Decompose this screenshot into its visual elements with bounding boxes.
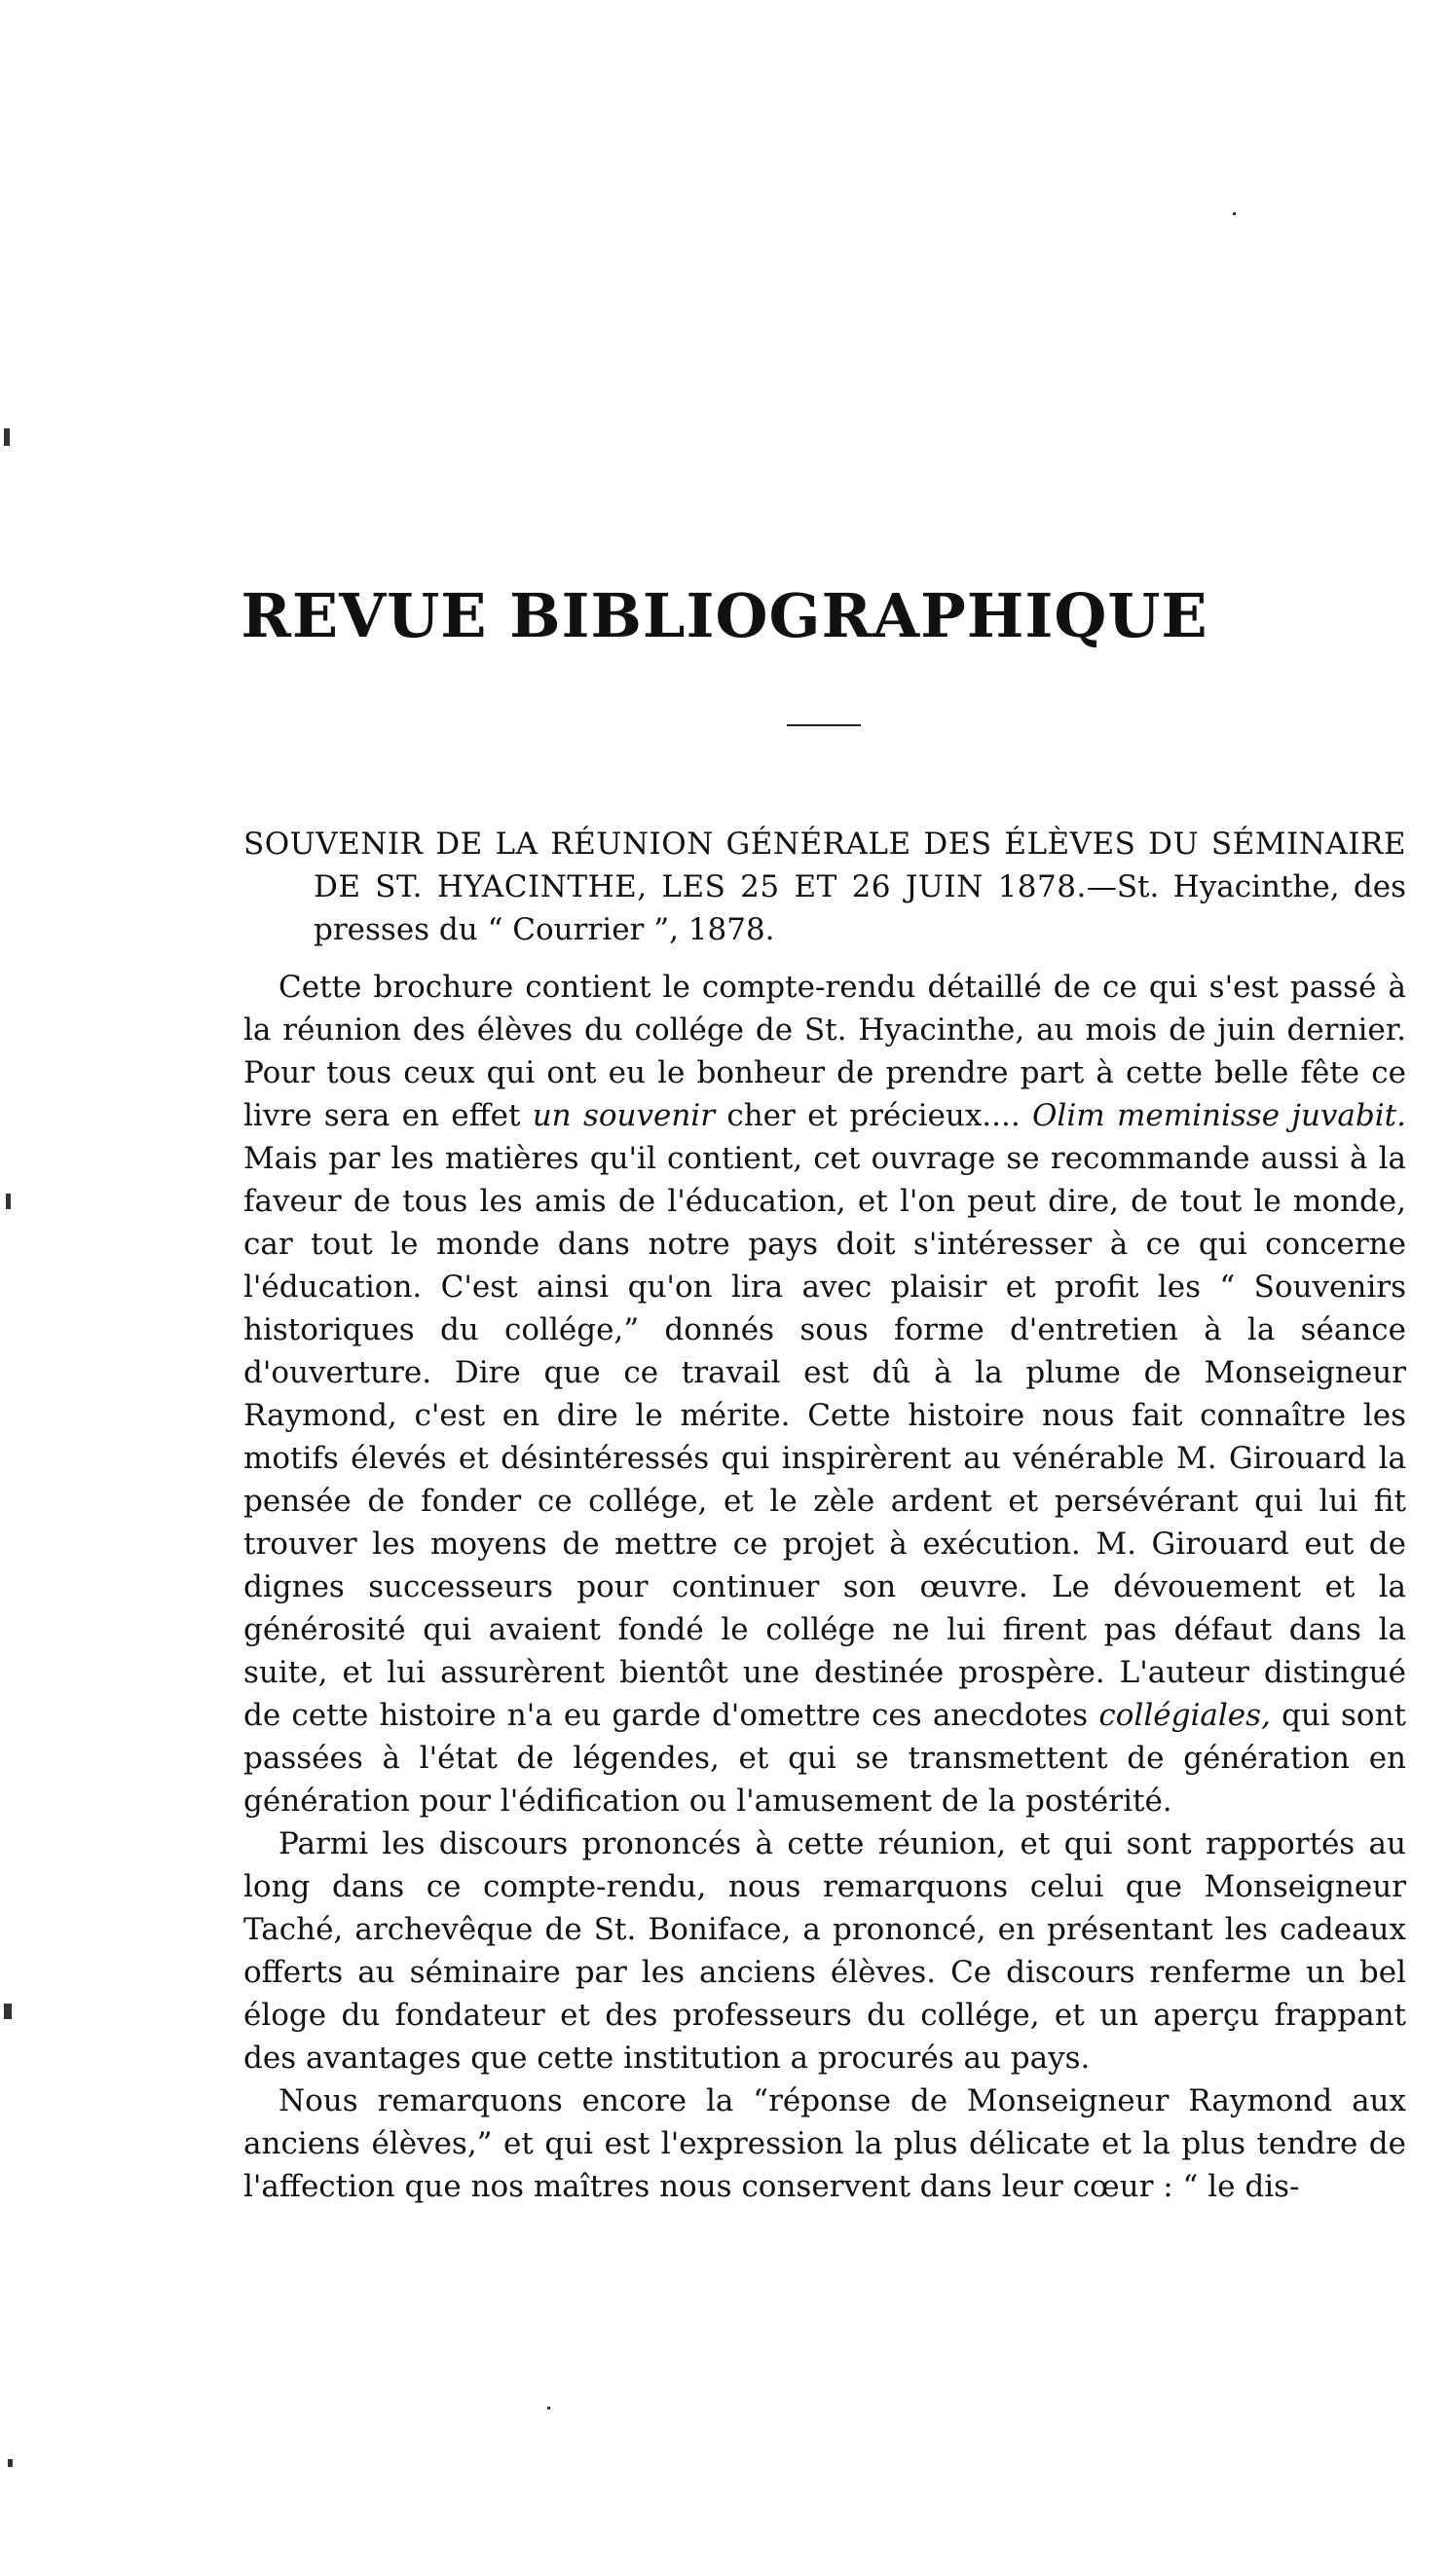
entry-heading-title: SOUVENIR DE LA RÉUNION GÉNÉRALE DES ÉLÈVES DU SÉMINAIRE DE ST. HYACINTHE, LES 25 ET 26 JUIN 1878. [243,827,1406,904]
body-paragraph-3: Nous remarquons encore la “réponse de Monseigneur Raymond aux anciens élèves,” et qui est l'expression la plus délicate et la plus tendre de l'affection que nos maîtres nous conservent dans leur cœur : “ le dis- [243,2083,1406,2204]
latin-quotation: Olim meminisse juvabit. [1032,1098,1406,1133]
entry-heading [243,823,1406,951]
body-paragraph-1 [243,966,1406,1822]
page-title: REVUE BIBLIOGRAPHIQUE [241,579,1208,651]
paragraph-text: qui sont passées à l'état de légendes, et qui se transmettent de génération en génération pour l'édification ou l'amusement de la postérité. [243,1698,1406,1819]
italic-phrase: collégiales, [1098,1698,1271,1733]
paragraph-text: Mais par les matières qu'il contient, cet ouvrage se recommande aussi à la faveur de tous les amis de l'éducation, et l'on peut dire, de tout le monde, car tout le monde dans notre pays doit s'intéresser à ce qui concerne l'éducation. C'est ainsi qu'on lira avec plaisir et profit les “ Souvenirs historiques du collége,” donnés sous forme d'entretien à la séance d'ouverture. Dire que ce travail est dû à la plume de Monseigneur Raymond, c'est en dire le mérite. Cette histoire nous fait connaître les motifs élevés et désintéressés qui inspirèrent au vénérable M. Girouard la pensée de fonder ce collége, et le zèle ardent et persévérant qui lui fit trouver les moyens de mettre ce projet à exécution. M. Girouard eut de dignes successeurs pour continuer son œuvre. Le dévouement et la générosité qui avaient fondé le collége ne lui firent pas défaut dans la suite, et lui assurèrent bientôt une destinée prospère. L'auteur distingué de cette histoire n'a eu garde d'omettre ces anecdotes [243,1141,1406,1733]
paragraph-text: Cette brochure contient le compte-rendu détaillé de ce qui s'est passé à la réunion des élèves du collége de St. Hyacinthe, au mois de juin dernier. Pour tous ceux qui ont eu le bonheur de prendre part à cette belle fête ce livre sera en effet [243,970,1406,1133]
italic-phrase: un souvenir [532,1098,716,1133]
title-divider [787,724,861,726]
paragraph-text: cher et précieux.... [715,1098,1033,1133]
body-paragraph-2: Parmi les discours prononcés à cette réunion, et qui sont rapportés au long dans ce compte-rendu, nous remarquons celui que Monseigneur Taché, archevêque de St. Boniface, a prononcé, en présentant les cadeaux offerts au séminaire par les anciens élèves. Ce discours renferme un bel éloge du fondateur et des professeurs du collége, et un aperçu frappant des avantages que cette institution a procurés au pays. [243,1826,1406,2076]
entry-heading-imprint: —St. Hyacinthe, des presses du “ Courrier ”, 1878. [314,869,1406,947]
review-entry [243,823,1406,2208]
